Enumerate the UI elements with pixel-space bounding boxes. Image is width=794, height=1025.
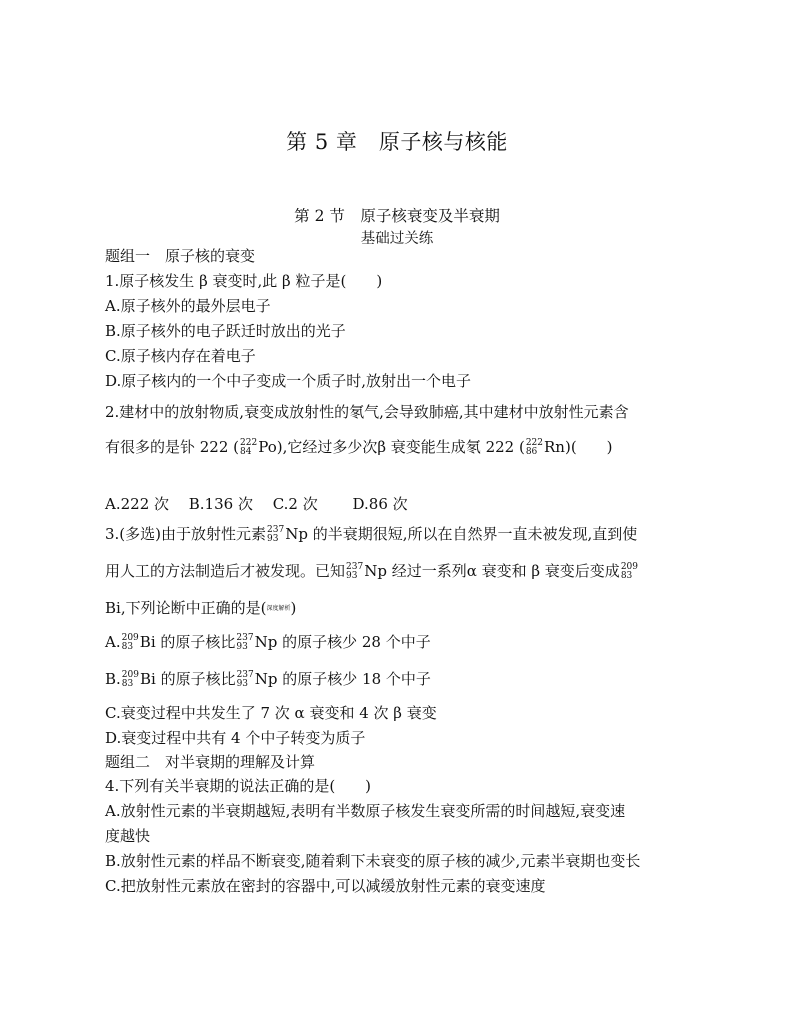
q4-option-a-line2: 度越快 [105, 827, 151, 845]
np-mass-number: 237 [236, 670, 254, 680]
option-text: Bi 的原子核比 [139, 633, 236, 651]
rn-atomic-number: 86 [525, 447, 538, 457]
option-label: A. [105, 633, 121, 651]
option-text: Bi 的原子核比 [139, 670, 236, 688]
bi-nuclide-notation [122, 671, 139, 689]
option-label: B. [105, 670, 121, 688]
q3-option-a [105, 632, 431, 652]
bi-nuclide-notation [122, 634, 139, 652]
q3-text-f: ) [290, 599, 297, 617]
option-text: Np 的原子核少 18 个中子 [254, 670, 431, 688]
q1-option-d: D.原子核内的一个中子变成一个质子时,放射出一个电子 [105, 372, 472, 390]
q3-text-c: 用人工的方法制造后才被发现。已知 [105, 562, 346, 580]
q1-option-a: A.原子核外的最外层电子 [105, 297, 271, 315]
q3-text-d: Np 经过一系列α 衰变和 β 衰变后变成 [364, 562, 620, 580]
q3-text-e: Bi,下列论断中正确的是( [105, 599, 267, 617]
np-mass-number: 237 [346, 562, 364, 572]
q2-text-b: Po),它经过多少次β 衰变能生成氡 222 ( [258, 438, 525, 456]
q4-option-a-line1: A.放射性元素的半衰期越短,表明有半数原子核发生衰变所需的时间越短,衰变速 [105, 802, 626, 820]
bi-mass-number: 209 [121, 670, 139, 680]
q4-option-c: C.把放射性元素放在密封的容器中,可以减缓放射性元素的衰变速度 [105, 877, 546, 895]
q3-text-b: Np 的半衰期很短,所以在自然界一直未被发现,直到使 [285, 525, 638, 543]
section-title: 第 2 节 原子核衰变及半衰期 [294, 207, 500, 225]
po-mass-number: 222 [240, 438, 258, 448]
q4-option-b: B.放射性元素的样品不断衰变,随着剩下未衰变的原子核的减少,元素半衰期也变长 [105, 852, 641, 870]
chapter-title: 第 5 章 原子核与核能 [286, 130, 508, 154]
np-nuclide-notation [236, 634, 253, 652]
np-atomic-number: 93 [236, 679, 249, 689]
bi-atomic-number: 83 [620, 571, 633, 581]
q4-stem: 4.下列有关半衰期的说法正确的是( ) [105, 777, 372, 795]
np-atomic-number: 93 [236, 642, 248, 652]
q3-line3 [105, 598, 296, 619]
q1-stem: 1.原子核发生 β 衰变时,此 β 粒子是( ) [105, 272, 383, 290]
po-nuclide-notation [240, 439, 257, 457]
bi-mass-number: 209 [121, 633, 139, 643]
deep-analysis-note: 深度解析 [266, 605, 291, 612]
np-nuclide-notation [237, 671, 254, 689]
rn-mass-number: 222 [525, 438, 544, 448]
q1-option-c: C.原子核内存在着电子 [105, 347, 256, 365]
np-nuclide-notation [346, 563, 363, 581]
q3-line1 [105, 524, 637, 544]
option-text: Np 的原子核少 28 个中子 [254, 633, 431, 651]
bi-atomic-number: 83 [121, 642, 134, 652]
group1-heading: 题组一 原子核的衰变 [105, 247, 256, 265]
bi-atomic-number: 83 [121, 679, 134, 689]
subsection-title: 基础过关练 [360, 231, 434, 247]
q2-line1: 2.建材中的放射物质,衰变成放射性的氡气,会导致肺癌,其中建材中放射性元素含 [105, 403, 629, 421]
group2-heading: 题组二 对半衰期的理解及计算 [105, 753, 316, 771]
q3-line2 [105, 561, 639, 581]
q3-option-b [105, 669, 431, 689]
q3-option-c: C.衰变过程中共发生了 7 次 α 衰变和 4 次 β 衰变 [105, 704, 437, 722]
q2-options: A.222 次 B.136 次 C.2 次 D.86 次 [105, 495, 408, 513]
np-atomic-number: 93 [267, 534, 279, 544]
bi-nuclide-notation [621, 563, 638, 581]
q2-line2 [105, 437, 613, 457]
np-mass-number: 237 [236, 633, 254, 643]
np-atomic-number: 93 [346, 571, 358, 581]
bi-mass-number: 209 [620, 562, 638, 572]
q3-option-d: D.衰变过程中共有 4 个中子转变为质子 [105, 729, 366, 747]
q1-option-b: B.原子核外的电子跃迁时放出的光子 [105, 322, 346, 340]
q2-text-a: 有很多的是钋 222 ( [105, 438, 240, 456]
np-mass-number: 237 [267, 525, 285, 535]
rn-nuclide-notation [526, 439, 543, 457]
q2-text-c: Rn)( ) [544, 438, 613, 456]
po-atomic-number: 84 [240, 447, 252, 457]
q3-text-a: 3.(多选)由于放射性元素 [105, 525, 267, 543]
np-nuclide-notation [267, 526, 284, 544]
